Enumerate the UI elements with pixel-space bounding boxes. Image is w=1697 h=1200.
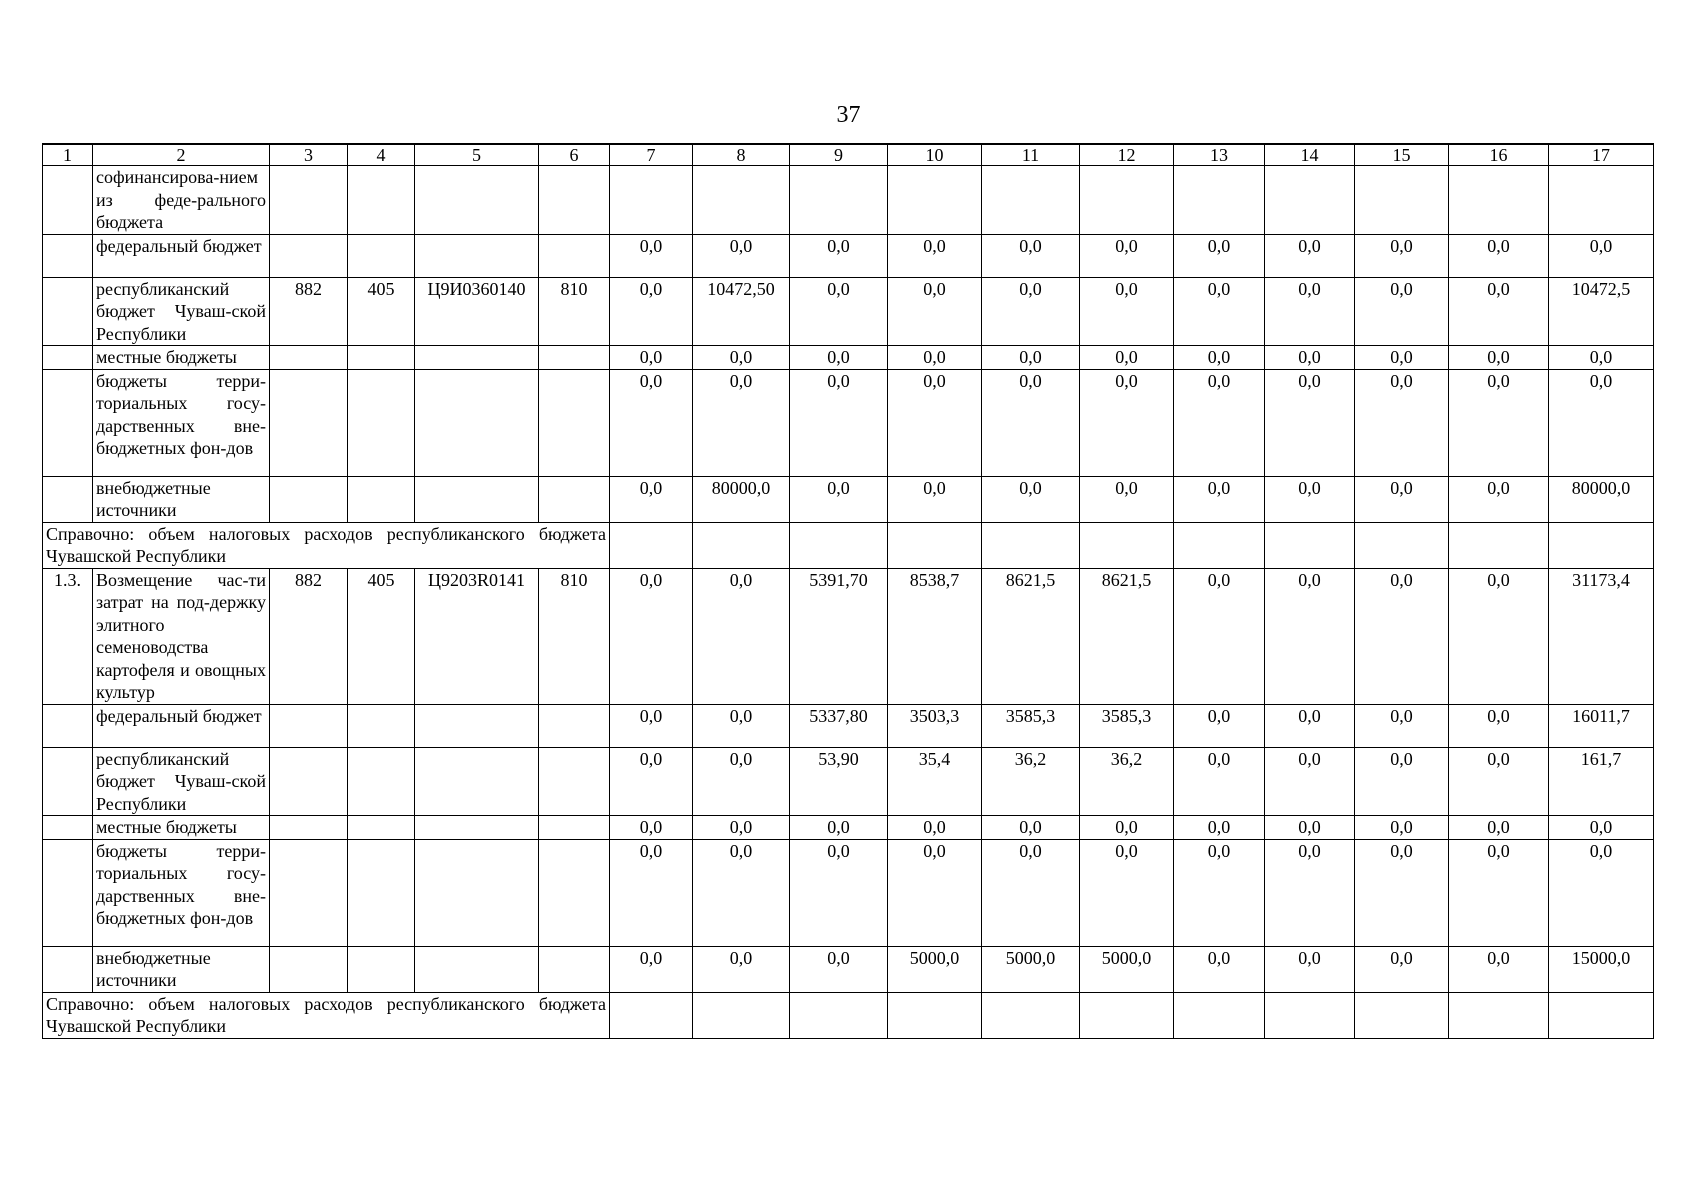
- column-header: 13: [1174, 144, 1265, 166]
- table-cell: [415, 346, 539, 370]
- table-row: [43, 816, 1654, 840]
- table-cell: [888, 992, 982, 1038]
- table-cell: 0,0: [982, 277, 1080, 346]
- table-cell: [270, 476, 348, 522]
- column-header: 8: [693, 144, 790, 166]
- table-row: [43, 476, 1654, 522]
- table-cell: [348, 816, 415, 840]
- table-cell: 0,0: [610, 369, 693, 476]
- table-cell: 0,0: [1449, 369, 1549, 476]
- table-cell: [348, 476, 415, 522]
- column-header: 11: [982, 144, 1080, 166]
- table-cell: [1449, 522, 1549, 568]
- table-cell: 0,0: [790, 369, 888, 476]
- column-header: 15: [1355, 144, 1449, 166]
- table-cell: 36,2: [982, 747, 1080, 816]
- table-cell: [1265, 166, 1355, 235]
- row-label: федеральный бюджет: [93, 234, 270, 277]
- table-cell: 0,0: [610, 234, 693, 277]
- table-cell: 0,0: [790, 476, 888, 522]
- table-cell: 0,0: [610, 568, 693, 704]
- table-row: [43, 568, 1654, 704]
- table-cell: [982, 992, 1080, 1038]
- table-cell: 0,0: [610, 277, 693, 346]
- row-label: Возмещение час-ти затрат на под-держку элитного семеноводства картофеля и овощных культур: [93, 568, 270, 704]
- table-cell: 0,0: [888, 234, 982, 277]
- table-cell: [1080, 166, 1174, 235]
- table-cell: [1549, 992, 1654, 1038]
- table-cell: 8621,5: [1080, 568, 1174, 704]
- table-cell: 0,0: [1265, 946, 1355, 992]
- table-cell: 0,0: [1080, 346, 1174, 370]
- table-cell: 810: [539, 568, 610, 704]
- table-cell: 10472,50: [693, 277, 790, 346]
- budget-table: [42, 143, 1654, 1039]
- row-label: республиканский бюджет Чуваш-ской Республики: [93, 277, 270, 346]
- table-cell: 0,0: [1265, 839, 1355, 946]
- table-cell: 0,0: [790, 839, 888, 946]
- table-cell: 0,0: [1080, 839, 1174, 946]
- table-cell: [1080, 522, 1174, 568]
- table-cell: 8538,7: [888, 568, 982, 704]
- table-cell: 0,0: [790, 946, 888, 992]
- table-cell: 0,0: [1449, 234, 1549, 277]
- row-label: республиканский бюджет Чуваш-ской Республики: [93, 747, 270, 816]
- table-cell: [348, 369, 415, 476]
- table-cell: 0,0: [1080, 369, 1174, 476]
- row-number: [43, 704, 93, 747]
- table-cell: [270, 816, 348, 840]
- table-cell: [610, 992, 693, 1038]
- table-cell: [539, 946, 610, 992]
- table-cell: 0,0: [1355, 839, 1449, 946]
- table-cell: [270, 747, 348, 816]
- table-cell: [1080, 992, 1174, 1038]
- row-number: [43, 277, 93, 346]
- table-cell: [348, 839, 415, 946]
- reference-note: Справочно: объем налоговых расходов республиканского бюджета Чувашской Республики: [43, 992, 610, 1038]
- column-header: 3: [270, 144, 348, 166]
- table-cell: 0,0: [1265, 816, 1355, 840]
- table-cell: 161,7: [1549, 747, 1654, 816]
- table-cell: [270, 704, 348, 747]
- table-cell: 0,0: [1355, 369, 1449, 476]
- table-cell: [1265, 522, 1355, 568]
- table-cell: 0,0: [982, 369, 1080, 476]
- table-cell: 3585,3: [982, 704, 1080, 747]
- table-cell: 0,0: [1265, 277, 1355, 346]
- column-header: 17: [1549, 144, 1654, 166]
- table-cell: [693, 166, 790, 235]
- table-cell: 0,0: [790, 346, 888, 370]
- table-cell: 0,0: [1449, 816, 1549, 840]
- table-cell: 0,0: [1080, 277, 1174, 346]
- table-cell: [610, 166, 693, 235]
- table-row: [43, 839, 1654, 946]
- table-cell: [693, 522, 790, 568]
- column-header: 1: [43, 144, 93, 166]
- table-cell: 0,0: [1174, 346, 1265, 370]
- table-cell: 0,0: [610, 946, 693, 992]
- table-cell: 80000,0: [693, 476, 790, 522]
- table-cell: [415, 166, 539, 235]
- table-cell: 31173,4: [1549, 568, 1654, 704]
- table-cell: [270, 946, 348, 992]
- table-cell: [348, 234, 415, 277]
- table-cell: 53,90: [790, 747, 888, 816]
- column-header: 2: [93, 144, 270, 166]
- table-cell: [539, 747, 610, 816]
- row-number: [43, 747, 93, 816]
- table-cell: [539, 816, 610, 840]
- table-cell: [270, 839, 348, 946]
- table-cell: 8621,5: [982, 568, 1080, 704]
- table-cell: [982, 522, 1080, 568]
- header-row: [43, 144, 1654, 166]
- column-header: 9: [790, 144, 888, 166]
- table-cell: 0,0: [1174, 839, 1265, 946]
- table-cell: 0,0: [610, 816, 693, 840]
- table-cell: 0,0: [1355, 747, 1449, 816]
- table-cell: 0,0: [982, 476, 1080, 522]
- table-cell: 0,0: [610, 476, 693, 522]
- row-number: 1.3.: [43, 568, 93, 704]
- table-cell: [790, 992, 888, 1038]
- table-cell: 0,0: [1449, 946, 1549, 992]
- column-header: 4: [348, 144, 415, 166]
- table-cell: [539, 346, 610, 370]
- table-cell: [1174, 522, 1265, 568]
- row-label: внебюджетные источники: [93, 476, 270, 522]
- table-cell: 0,0: [1449, 704, 1549, 747]
- table-cell: 0,0: [1449, 277, 1549, 346]
- table-cell: 0,0: [790, 816, 888, 840]
- table-cell: 0,0: [1449, 568, 1549, 704]
- table-cell: 0,0: [1174, 476, 1265, 522]
- table-cell: 0,0: [1355, 234, 1449, 277]
- table-cell: [1355, 522, 1449, 568]
- table-cell: 0,0: [1174, 277, 1265, 346]
- column-header: 6: [539, 144, 610, 166]
- table-cell: 0,0: [1265, 747, 1355, 816]
- table-cell: [348, 946, 415, 992]
- table-row: [43, 166, 1654, 235]
- table-cell: 0,0: [1355, 704, 1449, 747]
- table-cell: [539, 704, 610, 747]
- table-row: [43, 369, 1654, 476]
- table-cell: [1549, 522, 1654, 568]
- table-cell: 0,0: [1174, 747, 1265, 816]
- table-cell: Ц9И0360140: [415, 277, 539, 346]
- table-cell: 405: [348, 568, 415, 704]
- table-cell: [270, 346, 348, 370]
- table-cell: 0,0: [1355, 568, 1449, 704]
- table-cell: 3585,3: [1080, 704, 1174, 747]
- table-cell: [888, 522, 982, 568]
- table-row: [43, 346, 1654, 370]
- column-header: 5: [415, 144, 539, 166]
- table-cell: 0,0: [1549, 346, 1654, 370]
- table-cell: 0,0: [693, 946, 790, 992]
- table-cell: 0,0: [693, 234, 790, 277]
- table-cell: 0,0: [1449, 839, 1549, 946]
- table-cell: 0,0: [982, 346, 1080, 370]
- row-number: [43, 346, 93, 370]
- table-cell: 0,0: [1174, 234, 1265, 277]
- row-number: [43, 476, 93, 522]
- table-cell: [888, 166, 982, 235]
- row-label: местные бюджеты: [93, 346, 270, 370]
- table-cell: [1265, 992, 1355, 1038]
- table-cell: 5337,80: [790, 704, 888, 747]
- table-cell: 0,0: [1549, 369, 1654, 476]
- column-header: 14: [1265, 144, 1355, 166]
- table-row: [43, 704, 1654, 747]
- table-cell: 0,0: [790, 277, 888, 346]
- table-cell: [348, 166, 415, 235]
- table-cell: [348, 346, 415, 370]
- table-cell: 0,0: [888, 476, 982, 522]
- table-cell: [1449, 166, 1549, 235]
- table-cell: 10472,5: [1549, 277, 1654, 346]
- table-cell: 405: [348, 277, 415, 346]
- column-header: 16: [1449, 144, 1549, 166]
- table-cell: [982, 166, 1080, 235]
- table-cell: 0,0: [1355, 476, 1449, 522]
- table-cell: 0,0: [693, 839, 790, 946]
- table-cell: 0,0: [888, 277, 982, 346]
- row-label: внебюджетные источники: [93, 946, 270, 992]
- table-cell: [1355, 992, 1449, 1038]
- table-cell: 0,0: [1355, 816, 1449, 840]
- table-cell: [539, 369, 610, 476]
- table-cell: [415, 946, 539, 992]
- table-cell: 0,0: [610, 839, 693, 946]
- table-cell: 0,0: [1449, 476, 1549, 522]
- table-cell: 5000,0: [982, 946, 1080, 992]
- table-cell: [270, 234, 348, 277]
- table-cell: 0,0: [1449, 747, 1549, 816]
- reference-note-row: [43, 522, 1654, 568]
- table-cell: 0,0: [1174, 568, 1265, 704]
- table-cell: 0,0: [888, 369, 982, 476]
- table-cell: 0,0: [1265, 476, 1355, 522]
- table-cell: [790, 166, 888, 235]
- table-cell: 0,0: [1449, 346, 1549, 370]
- table-cell: [348, 704, 415, 747]
- table-cell: 0,0: [888, 839, 982, 946]
- table-cell: 0,0: [1355, 946, 1449, 992]
- table-cell: 5000,0: [888, 946, 982, 992]
- table-cell: 0,0: [1265, 369, 1355, 476]
- table-cell: [270, 369, 348, 476]
- table-cell: 80000,0: [1549, 476, 1654, 522]
- table-cell: 0,0: [1265, 568, 1355, 704]
- row-label: бюджеты терри-ториальных госу-дарственных вне-бюджетных фон-дов: [93, 839, 270, 946]
- table-cell: 16011,7: [1549, 704, 1654, 747]
- table-cell: [539, 234, 610, 277]
- table-cell: [415, 816, 539, 840]
- table-cell: 0,0: [888, 816, 982, 840]
- table-cell: 0,0: [1549, 234, 1654, 277]
- table-cell: 0,0: [693, 747, 790, 816]
- table-cell: 0,0: [1174, 369, 1265, 476]
- table-cell: 0,0: [790, 234, 888, 277]
- table-cell: [1174, 992, 1265, 1038]
- table-cell: 0,0: [1080, 476, 1174, 522]
- table-cell: 0,0: [1265, 346, 1355, 370]
- table-cell: 0,0: [693, 369, 790, 476]
- row-number: [43, 839, 93, 946]
- table-cell: [1355, 166, 1449, 235]
- table-cell: 0,0: [1549, 816, 1654, 840]
- table-cell: 3503,3: [888, 704, 982, 747]
- table-cell: 0,0: [1355, 277, 1449, 346]
- column-header: 12: [1080, 144, 1174, 166]
- table-cell: 0,0: [1080, 234, 1174, 277]
- table-cell: 882: [270, 568, 348, 704]
- table-cell: 0,0: [610, 704, 693, 747]
- table-cell: [348, 747, 415, 816]
- table-cell: 0,0: [1265, 704, 1355, 747]
- table-cell: [539, 839, 610, 946]
- table-cell: 0,0: [1355, 346, 1449, 370]
- table-cell: [270, 166, 348, 235]
- row-number: [43, 166, 93, 235]
- table-cell: [415, 369, 539, 476]
- table-cell: [415, 234, 539, 277]
- table-cell: [415, 476, 539, 522]
- table-row: [43, 747, 1654, 816]
- table-cell: 0,0: [982, 816, 1080, 840]
- table-cell: 36,2: [1080, 747, 1174, 816]
- table-cell: Ц9203R0141: [415, 568, 539, 704]
- table-cell: 0,0: [1549, 839, 1654, 946]
- row-label: федеральный бюджет: [93, 704, 270, 747]
- table-cell: 5000,0: [1080, 946, 1174, 992]
- row-number: [43, 946, 93, 992]
- table-cell: [790, 522, 888, 568]
- reference-note: Справочно: объем налоговых расходов республиканского бюджета Чувашской Республики: [43, 522, 610, 568]
- table-cell: 5391,70: [790, 568, 888, 704]
- table-cell: 0,0: [1174, 946, 1265, 992]
- table-cell: 0,0: [693, 346, 790, 370]
- table-cell: 0,0: [982, 234, 1080, 277]
- row-label: местные бюджеты: [93, 816, 270, 840]
- table-row: [43, 277, 1654, 346]
- table-cell: 0,0: [1174, 816, 1265, 840]
- row-label: софинансирова-нием из феде-рального бюджета: [93, 166, 270, 235]
- column-header: 10: [888, 144, 982, 166]
- table-cell: 0,0: [610, 747, 693, 816]
- table-cell: [1174, 166, 1265, 235]
- page-number: 37: [836, 102, 861, 128]
- row-number: [43, 234, 93, 277]
- row-label: бюджеты терри-ториальных госу-дарственных вне-бюджетных фон-дов: [93, 369, 270, 476]
- table-row: [43, 234, 1654, 277]
- table-cell: 0,0: [693, 704, 790, 747]
- table-cell: 810: [539, 277, 610, 346]
- table-cell: [415, 839, 539, 946]
- table-cell: 0,0: [610, 346, 693, 370]
- table-cell: 0,0: [1080, 816, 1174, 840]
- table-row: [43, 946, 1654, 992]
- table-cell: 35,4: [888, 747, 982, 816]
- table-cell: 0,0: [1174, 704, 1265, 747]
- table-cell: [415, 747, 539, 816]
- table-cell: 0,0: [693, 816, 790, 840]
- table-cell: [693, 992, 790, 1038]
- row-number: [43, 816, 93, 840]
- reference-note-row: [43, 992, 1654, 1038]
- row-number: [43, 369, 93, 476]
- table-cell: [610, 522, 693, 568]
- table-cell: 0,0: [1265, 234, 1355, 277]
- table-cell: 0,0: [888, 346, 982, 370]
- table-cell: [539, 166, 610, 235]
- table-cell: 15000,0: [1549, 946, 1654, 992]
- table-cell: 882: [270, 277, 348, 346]
- table-cell: [415, 704, 539, 747]
- column-header: 7: [610, 144, 693, 166]
- table-cell: [539, 476, 610, 522]
- table-cell: 0,0: [693, 568, 790, 704]
- table-cell: [1549, 166, 1654, 235]
- table-cell: [1449, 992, 1549, 1038]
- table-cell: 0,0: [982, 839, 1080, 946]
